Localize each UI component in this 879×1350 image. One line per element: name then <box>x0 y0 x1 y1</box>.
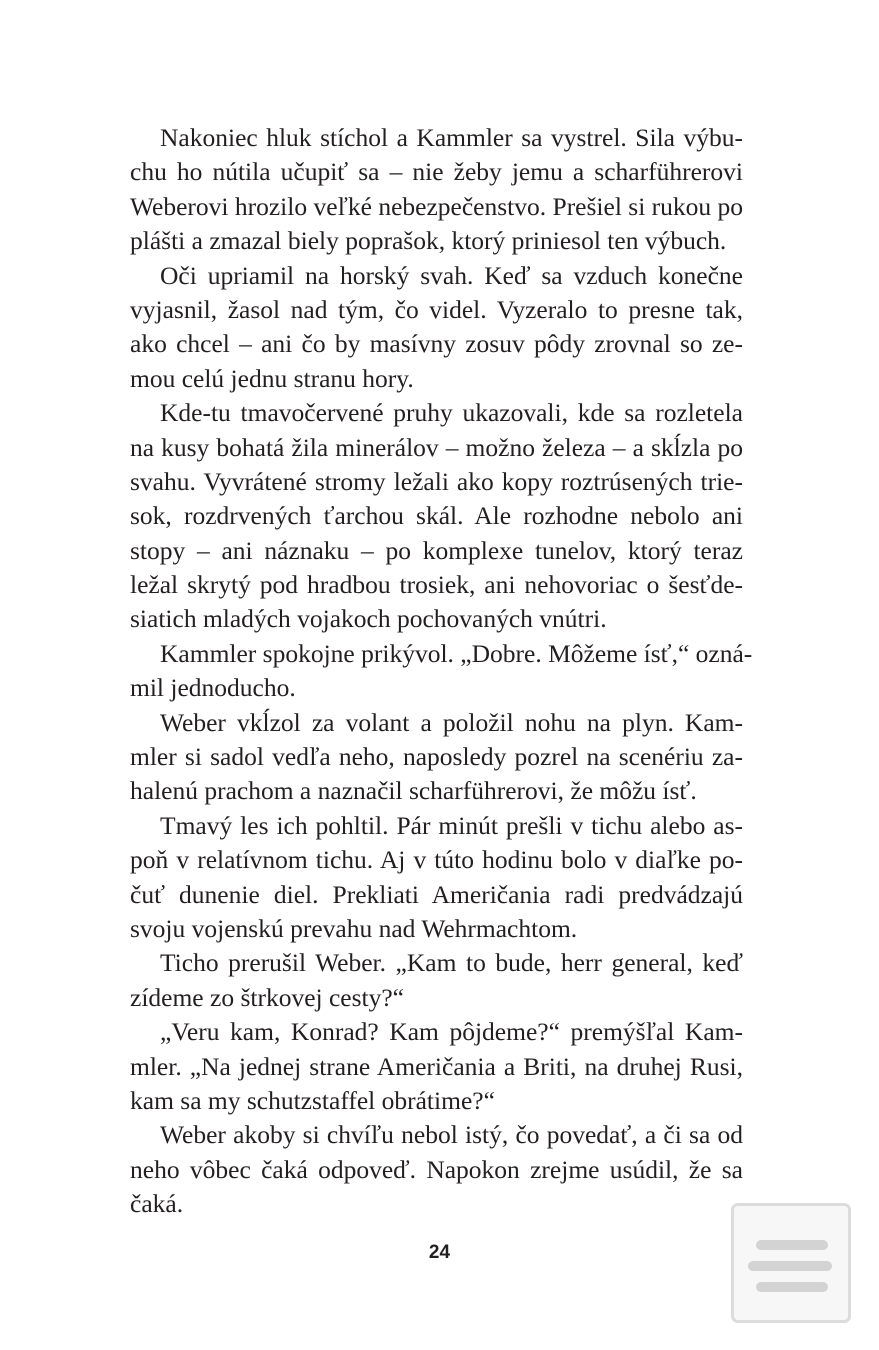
text-line: Weber vkĺzol za volant a položil nohu na plyn. Kam- <box>160 707 743 737</box>
paragraph <box>130 946 743 1015</box>
paragraph <box>130 259 743 397</box>
paragraph <box>130 121 743 259</box>
text-line: siatich mladých vojakoch pochovaných vnútri. <box>130 604 607 634</box>
text-line: plášti a zmazal biely poprašok, ktorý priniesol ten výbuch. <box>130 226 727 256</box>
text-line: chu ho nútila učupiť sa – nie žeby jemu a scharführerovi <box>130 157 743 187</box>
text-line: „Veru kam, Konrad? Kam pôjdeme?“ premýšľal Kam- <box>160 1017 743 1047</box>
text-line: Weberovi hrozilo veľké nebezpečenstvo. Prešiel si rukou po <box>130 191 744 221</box>
text-line: Oči upriamil na horský svah. Keď sa vzduch konečne <box>160 260 743 290</box>
paragraph <box>130 637 753 706</box>
text-line: stopy – ani náznaku – po komplexe tunelov, ktorý teraz <box>130 535 743 565</box>
text-line: svoju vojenskú prevahu nad Wehrmachtom. <box>130 913 578 943</box>
text-line: zídeme zo štrkovej cesty?“ <box>130 982 405 1012</box>
text-line: Tmavý les ich pohltil. Pár minút prešli v tichu alebo as- <box>160 810 743 840</box>
text-line: Ticho prerušil Weber. „Kam to bude, herr general, keď <box>160 948 743 978</box>
book-stack-icon <box>731 1203 851 1323</box>
text-line: kam sa my schutzstaffel obrátime?“ <box>130 1085 495 1115</box>
body-text <box>130 121 753 1222</box>
text-line: halenú prachom a naznačil scharführerovi, že môžu ísť. <box>130 776 697 806</box>
text-line: ležal skrytý pod hradbou trosiek, ani nehovoriac o šesťde- <box>130 570 743 600</box>
text-line: Kde-tu tmavočervené pruhy ukazovali, kde sa rozletela <box>160 398 743 428</box>
text-line: mou celú jednu stranu hory. <box>130 363 414 393</box>
text-line: ako chcel – ani čo by masívny zosuv pôdy zrovnal so ze- <box>130 329 743 359</box>
page-number: 24 <box>428 1242 451 1263</box>
text-line: svahu. Vyvrátené stromy ležali ako kopy roztrúsených trie- <box>130 466 743 496</box>
text-line: čaká. <box>130 1189 184 1219</box>
text-line: Weber akoby si chvíľu nebol istý, čo povedať, a či sa od <box>160 1120 743 1150</box>
text-line: na kusy bohatá žila minerálov – možno železa – a skĺzla po <box>130 432 743 462</box>
text-line: Kammler spokojne prikývol. „Dobre. Môžeme ísť,“ ozná- <box>160 638 753 668</box>
text-line: mil jednoducho. <box>130 673 296 703</box>
paragraph <box>130 1015 743 1118</box>
text-line: neho vôbec čaká odpoveď. Napokon zrejme usúdil, že sa <box>130 1154 743 1184</box>
paragraph <box>130 1118 743 1221</box>
text-line: poň v relatívnom tichu. Aj v túto hodinu bolo v diaľke po- <box>130 845 743 875</box>
paragraph <box>130 706 743 809</box>
paragraph <box>130 396 743 637</box>
text-line: mler si sadol vedľa neho, naposledy pozrel na scenériu za- <box>130 742 743 772</box>
text-line: mler. „Na jednej strane Američania a Briti, na druhej Rusi, <box>130 1051 743 1081</box>
text-line: Nakoniec hluk stíchol a Kammler sa vystrel. Sila výbu- <box>160 123 743 152</box>
text-line: vyjasnil, žasol nad tým, čo videl. Vyzeralo to presne tak, <box>130 294 743 324</box>
text-line: sok, rozdrvených ťarchou skál. Ale rozhodne nebolo ani <box>130 501 743 531</box>
paragraph <box>130 809 743 947</box>
text-line: čuť dunenie diel. Prekliati Američania radi predvádzajú <box>130 879 743 909</box>
